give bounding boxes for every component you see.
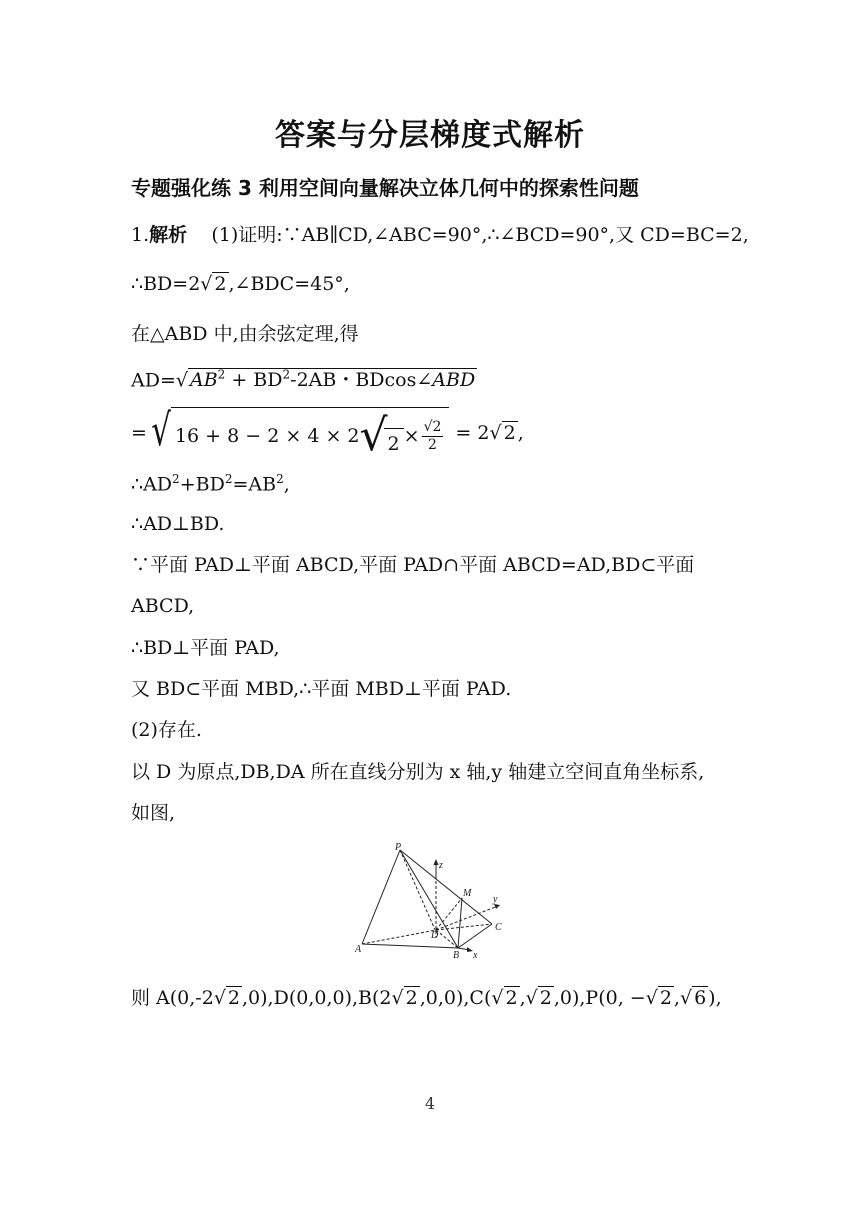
analysis-label: 解析 (149, 224, 188, 246)
sqrt-expression: √ 2 (391, 987, 418, 1009)
solution-line-2 (131, 273, 350, 296)
solution-line-4 (131, 368, 477, 392)
problem-number: 1. (131, 224, 150, 246)
text-segment: ,0),D(0,0,0),B(2 (242, 987, 392, 1009)
text-segment: × (403, 424, 420, 447)
text-segment: 16 + 8 − 2 × 4 × 2 (174, 424, 360, 447)
edge-AB (362, 944, 458, 948)
edge-PD (400, 850, 436, 932)
text-segment: , (519, 987, 526, 1009)
edge-PB (400, 850, 458, 948)
text-segment: 则 A(0,-2 (131, 987, 214, 1009)
text-segment: ∴AD (131, 473, 173, 496)
label-A: A (355, 944, 362, 955)
radicand: 2 (659, 987, 672, 1009)
solution-line-9: ABCD, (131, 595, 195, 617)
label-x: x (473, 950, 478, 960)
text-segment: ,0,0),C( (419, 987, 492, 1009)
text-segment: + BD (225, 369, 283, 392)
text-segment: ∴BD=2 (131, 273, 201, 295)
solution-line-14: 如图, (131, 802, 176, 824)
text-segment: ,∠BDC=45°, (228, 273, 350, 295)
sqrt-expression: √ $AB^2 + BD^2-2AB$・BDcos∠ABD (175, 368, 476, 392)
text-segment: = (131, 422, 147, 445)
radicand: 6 (694, 987, 707, 1009)
edge-BC (458, 924, 492, 948)
line-text: (1)证明:∵AB∥CD,∠ABC=90°,∴∠BCD=90°,又 CD=BC=2, (211, 224, 749, 246)
section-subtitle: 专题强化练 3 利用空间向量解决立体几何中的探索性问题 (131, 176, 639, 200)
text-segment: -2AB・BDcos∠ (290, 369, 433, 392)
label-M: M (463, 888, 472, 899)
radicand: 2 (227, 987, 241, 1009)
edge-AD (362, 930, 436, 944)
radicand: 2 (503, 422, 516, 445)
label-z: z (439, 860, 443, 871)
sqrt-expression: √ 2 (489, 422, 516, 445)
text-segment: ,0),P(0, − (553, 987, 646, 1009)
text-segment: =AB (232, 473, 277, 496)
solution-line-13: 以 D 为原点,DB,DA 所在直线分别为 x 轴,y 轴建立空间直角坐标系, (131, 761, 705, 783)
denominator: 2 (428, 436, 437, 453)
label-C: C (495, 922, 502, 933)
text-segment: ABD (432, 369, 476, 392)
sqrt-expression: √ 2 (200, 273, 227, 295)
numerator: √2 (423, 418, 442, 435)
text-segment: ), (708, 987, 722, 1009)
solution-line-11: 又 BD⊂平面 MBD,∴平面 MBD⊥平面 PAD. (131, 678, 512, 700)
sqrt-expression-large: √ 16 + 8 − 2 × 4 × 2 √2 × $\frac{√2}{2}$ (147, 407, 449, 460)
solution-line-15 (131, 987, 722, 1010)
sqrt-expression: √ 2 (491, 987, 518, 1009)
text-segment: +BD (179, 473, 225, 496)
edge-DB (436, 930, 458, 948)
page-title: 答案与分层梯度式解析 (275, 118, 585, 153)
solution-line-8: ∵平面 PAD⊥平面 ABCD,平面 PAD∩平面 ABCD=AD,BD⊂平面 (131, 554, 695, 576)
text-segment: = 2 (449, 422, 490, 445)
sqrt-expression: √ 6 (679, 987, 707, 1009)
radicand: 2 (539, 987, 552, 1009)
solution-line-1 (131, 224, 749, 247)
radicand: 2 (405, 987, 418, 1009)
fraction (422, 419, 444, 454)
edge-DM (436, 898, 462, 930)
solution-line-7: ∴AD⊥BD. (131, 513, 225, 535)
page-number: 4 (424, 1094, 436, 1113)
solution-line-3: 在△ABD 中,由余弦定理,得 (131, 323, 359, 345)
sqrt-expression: √ 2 (213, 987, 241, 1009)
exponent: 2 (276, 472, 284, 486)
radicand: 2 (505, 987, 518, 1009)
radicand: 2 (214, 273, 227, 295)
pyramid-coordinate-figure (352, 842, 518, 960)
sqrt-expression: √2 (360, 412, 404, 460)
exponent: 2 (224, 472, 233, 486)
z-arrow (434, 859, 439, 865)
exponent: 2 (282, 368, 291, 382)
label-y: y (493, 894, 498, 905)
edge-PA (362, 850, 400, 944)
sqrt-expression: √ 2 (645, 987, 672, 1009)
text-segment: , (517, 422, 524, 445)
exponent: 2 (172, 472, 180, 486)
edge-PC (400, 850, 492, 924)
label-P: P (395, 842, 402, 853)
solution-line-12: (2)存在. (131, 719, 202, 741)
solution-line-10: ∴BD⊥平面 PAD, (131, 637, 280, 659)
text-segment: AD= (131, 369, 176, 392)
radicand: 2 (384, 428, 404, 456)
exponent: 2 (217, 368, 226, 382)
solution-line-6 (131, 472, 290, 496)
edge-MB (458, 898, 462, 948)
text-segment: AB (189, 369, 218, 392)
solution-line-5 (131, 407, 524, 460)
text-segment: , (283, 473, 290, 496)
sqrt-expression: √ 2 (525, 987, 552, 1009)
text-segment: , (673, 987, 680, 1009)
label-B: B (453, 950, 460, 960)
label-D: D (431, 930, 439, 941)
